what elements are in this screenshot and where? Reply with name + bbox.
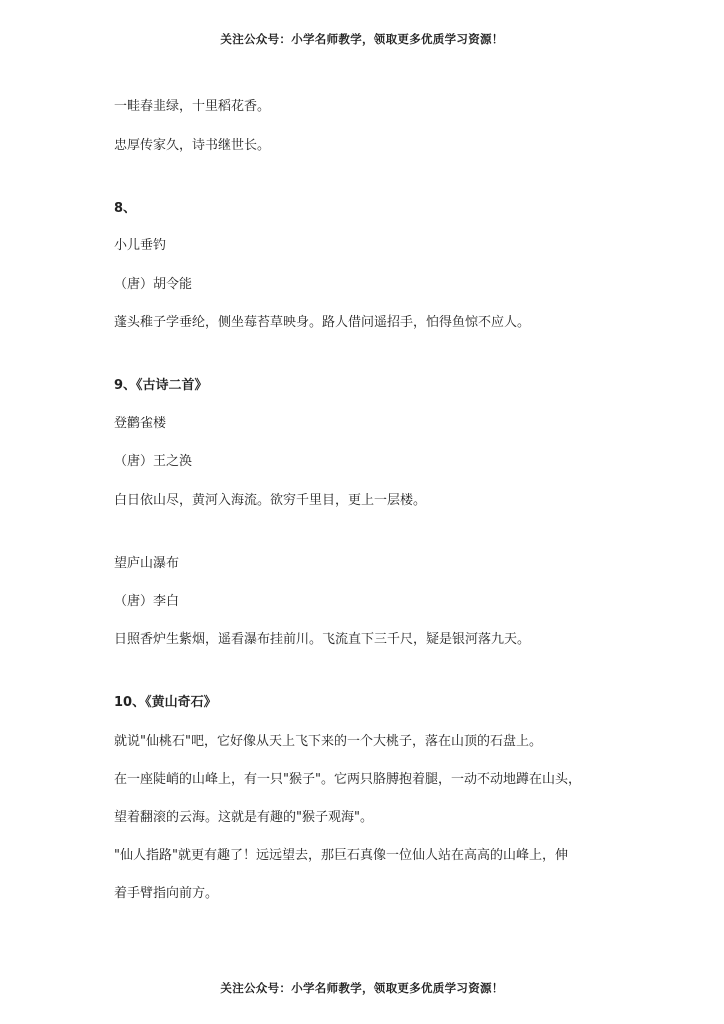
section-10-heading: 10、《黄山奇石》 <box>114 695 217 710</box>
poem-title-deng-guanquelou: 登鹳雀楼 <box>114 416 167 431</box>
paragraph-line-4: "仙人指路"就更有趣了！远远望去，那巨石真像一位仙人站在高高的山峰上，伸 <box>114 848 568 863</box>
paragraph-line-5: 着手臂指向前方。 <box>114 886 219 901</box>
poem-title-xiaoer-chuidiao: 小儿垂钓 <box>114 238 167 253</box>
poem-text-xiaoer-chuidiao: 蓬头稚子学垂纶，侧坐莓苔草映身。路人借问遥招手，怕得鱼惊不应人。 <box>114 315 531 330</box>
paragraph-line-3: 望着翻滚的云海。这就是有趣的"猴子观海"。 <box>114 810 373 825</box>
poem-text-wang-lushan-pubu: 日照香炉生紫烟，遥看瀑布挂前川。飞流直下三千尺，疑是银河落九天。 <box>114 632 531 647</box>
couplet-line-2: 忠厚传家久，诗书继世长。 <box>114 138 271 153</box>
couplet-line-1: 一畦春韭绿，十里稻花香。 <box>114 99 271 114</box>
section-9-heading: 9、《古诗二首》 <box>114 378 208 393</box>
paragraph-line-2: 在一座陡峭的山峰上，有一只"猴子"。它两只胳膊抱着腿，一动不动地蹲在山头， <box>114 772 581 787</box>
poem-title-wang-lushan-pubu: 望庐山瀑布 <box>114 556 180 571</box>
poem-text-deng-guanquelou: 白日依山尽，黄河入海流。欲穷千里目，更上一层楼。 <box>114 493 427 508</box>
page-header: 关注公众号：小学名师教学，领取更多优质学习资源！ <box>220 32 504 46</box>
poem-author-li-bai: （唐）李白 <box>114 594 180 609</box>
paragraph-line-1: 就说"仙桃石"吧，它好像从天上飞下来的一个大桃子，落在山顶的石盘上。 <box>114 734 542 749</box>
poem-author-wang-zhihuan: （唐）王之涣 <box>114 454 193 469</box>
section-8-number: 8、 <box>114 201 137 216</box>
page-footer: 关注公众号：小学名师教学，领取更多优质学习资源！ <box>220 981 504 995</box>
poem-author-hu-lingneng: （唐）胡令能 <box>114 277 193 292</box>
